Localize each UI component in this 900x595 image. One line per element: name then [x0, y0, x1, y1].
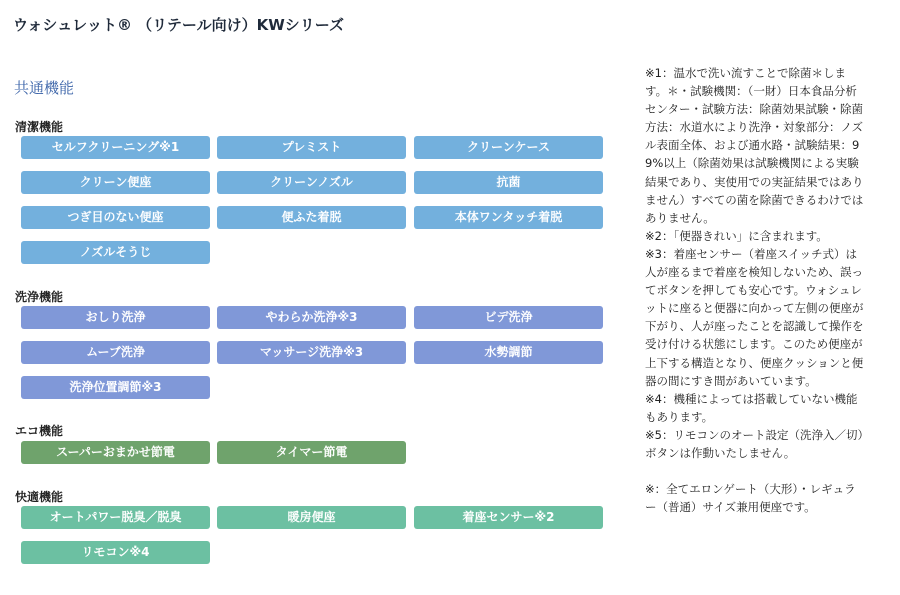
feature-chip: タイマー節電: [217, 441, 406, 464]
feature-chip: 水勢調節: [414, 341, 603, 364]
feature-chip: スーパーおまかせ節電: [21, 441, 210, 464]
feature-chip: ノズルそうじ: [21, 241, 210, 264]
feature-chip: やわらか洗浄※3: [217, 306, 406, 329]
footnote: ※3：着座センサー（着座スイッチ式）は人が座るまで着座を検知しないため、誤ってボタンを押しても安心です。ウォシュレットに座ると便器に向かって左側の便座が下がり、人が座ったことを認識して操作を受け付ける状態にします。このため便座が上下する構造となり、便座クッションと便器の間にすき間があいています。: [645, 246, 864, 388]
feature-chip: 本体ワンタッチ着脱: [414, 206, 603, 229]
feature-chip: 洗浄位置調節※3: [21, 376, 210, 399]
feature-chip: プレミスト: [217, 136, 406, 159]
footnotes: [645, 64, 867, 516]
group-label-washing: 洗浄機能: [15, 290, 64, 304]
feature-chip: クリーン便座: [21, 171, 210, 194]
group-label-comfort: 快適機能: [15, 490, 64, 504]
footnote: ※5：リモコンのオート設定（洗浄入／切）ボタンは作動いたしません。: [645, 427, 864, 460]
feature-chip: クリーンケース: [414, 136, 603, 159]
feature-chip: クリーンノズル: [217, 171, 406, 194]
footnote-spacer: [645, 462, 867, 480]
footnote: ※1：温水で洗い流すことで除菌＊します。＊・試験機関：（一財）日本食品分析センター・試験方法：除菌効果試験・除菌方法：水道水により洗浄・対象部分：ノズル表面全体、および通水路・試験結果：99%以上（除菌効果は試験機関による実験結果であり、実使用での実証結果ではありません）すべての菌を除菌できるわけではありません。: [645, 66, 864, 225]
footnote: ※2：「便器きれい」に含まれます。: [645, 228, 828, 243]
page-title: ウォシュレット® （リテール向け）KWシリーズ: [13, 16, 344, 34]
group-label-cleanliness: 清潔機能: [15, 120, 64, 134]
feature-chip: ビデ洗浄: [414, 306, 603, 329]
feature-chip: ムーブ洗浄: [21, 341, 210, 364]
feature-chip: おしり洗浄: [21, 306, 210, 329]
feature-chip: 便ふた着脱: [217, 206, 406, 229]
footnote: ※4：機種によっては搭載していない機能もあります。: [645, 391, 858, 424]
feature-chip: リモコン※4: [21, 541, 210, 564]
feature-chip: 暖房便座: [217, 506, 406, 529]
feature-chip: セルフクリーニング※1: [21, 136, 210, 159]
group-label-eco: エコ機能: [15, 424, 64, 438]
feature-chip: 抗菌: [414, 171, 603, 194]
feature-chip: マッサージ洗浄※3: [217, 341, 406, 364]
feature-chip: つぎ目のない便座: [21, 206, 210, 229]
feature-chip: 着座センサー※2: [414, 506, 603, 529]
footnote: ※：全てエロンゲート（大形）・レギュラー（普通）サイズ兼用便座です。: [645, 482, 856, 515]
section-heading-common-features: 共通機能: [14, 79, 75, 97]
feature-chip: オートパワー脱臭／脱臭: [21, 506, 210, 529]
